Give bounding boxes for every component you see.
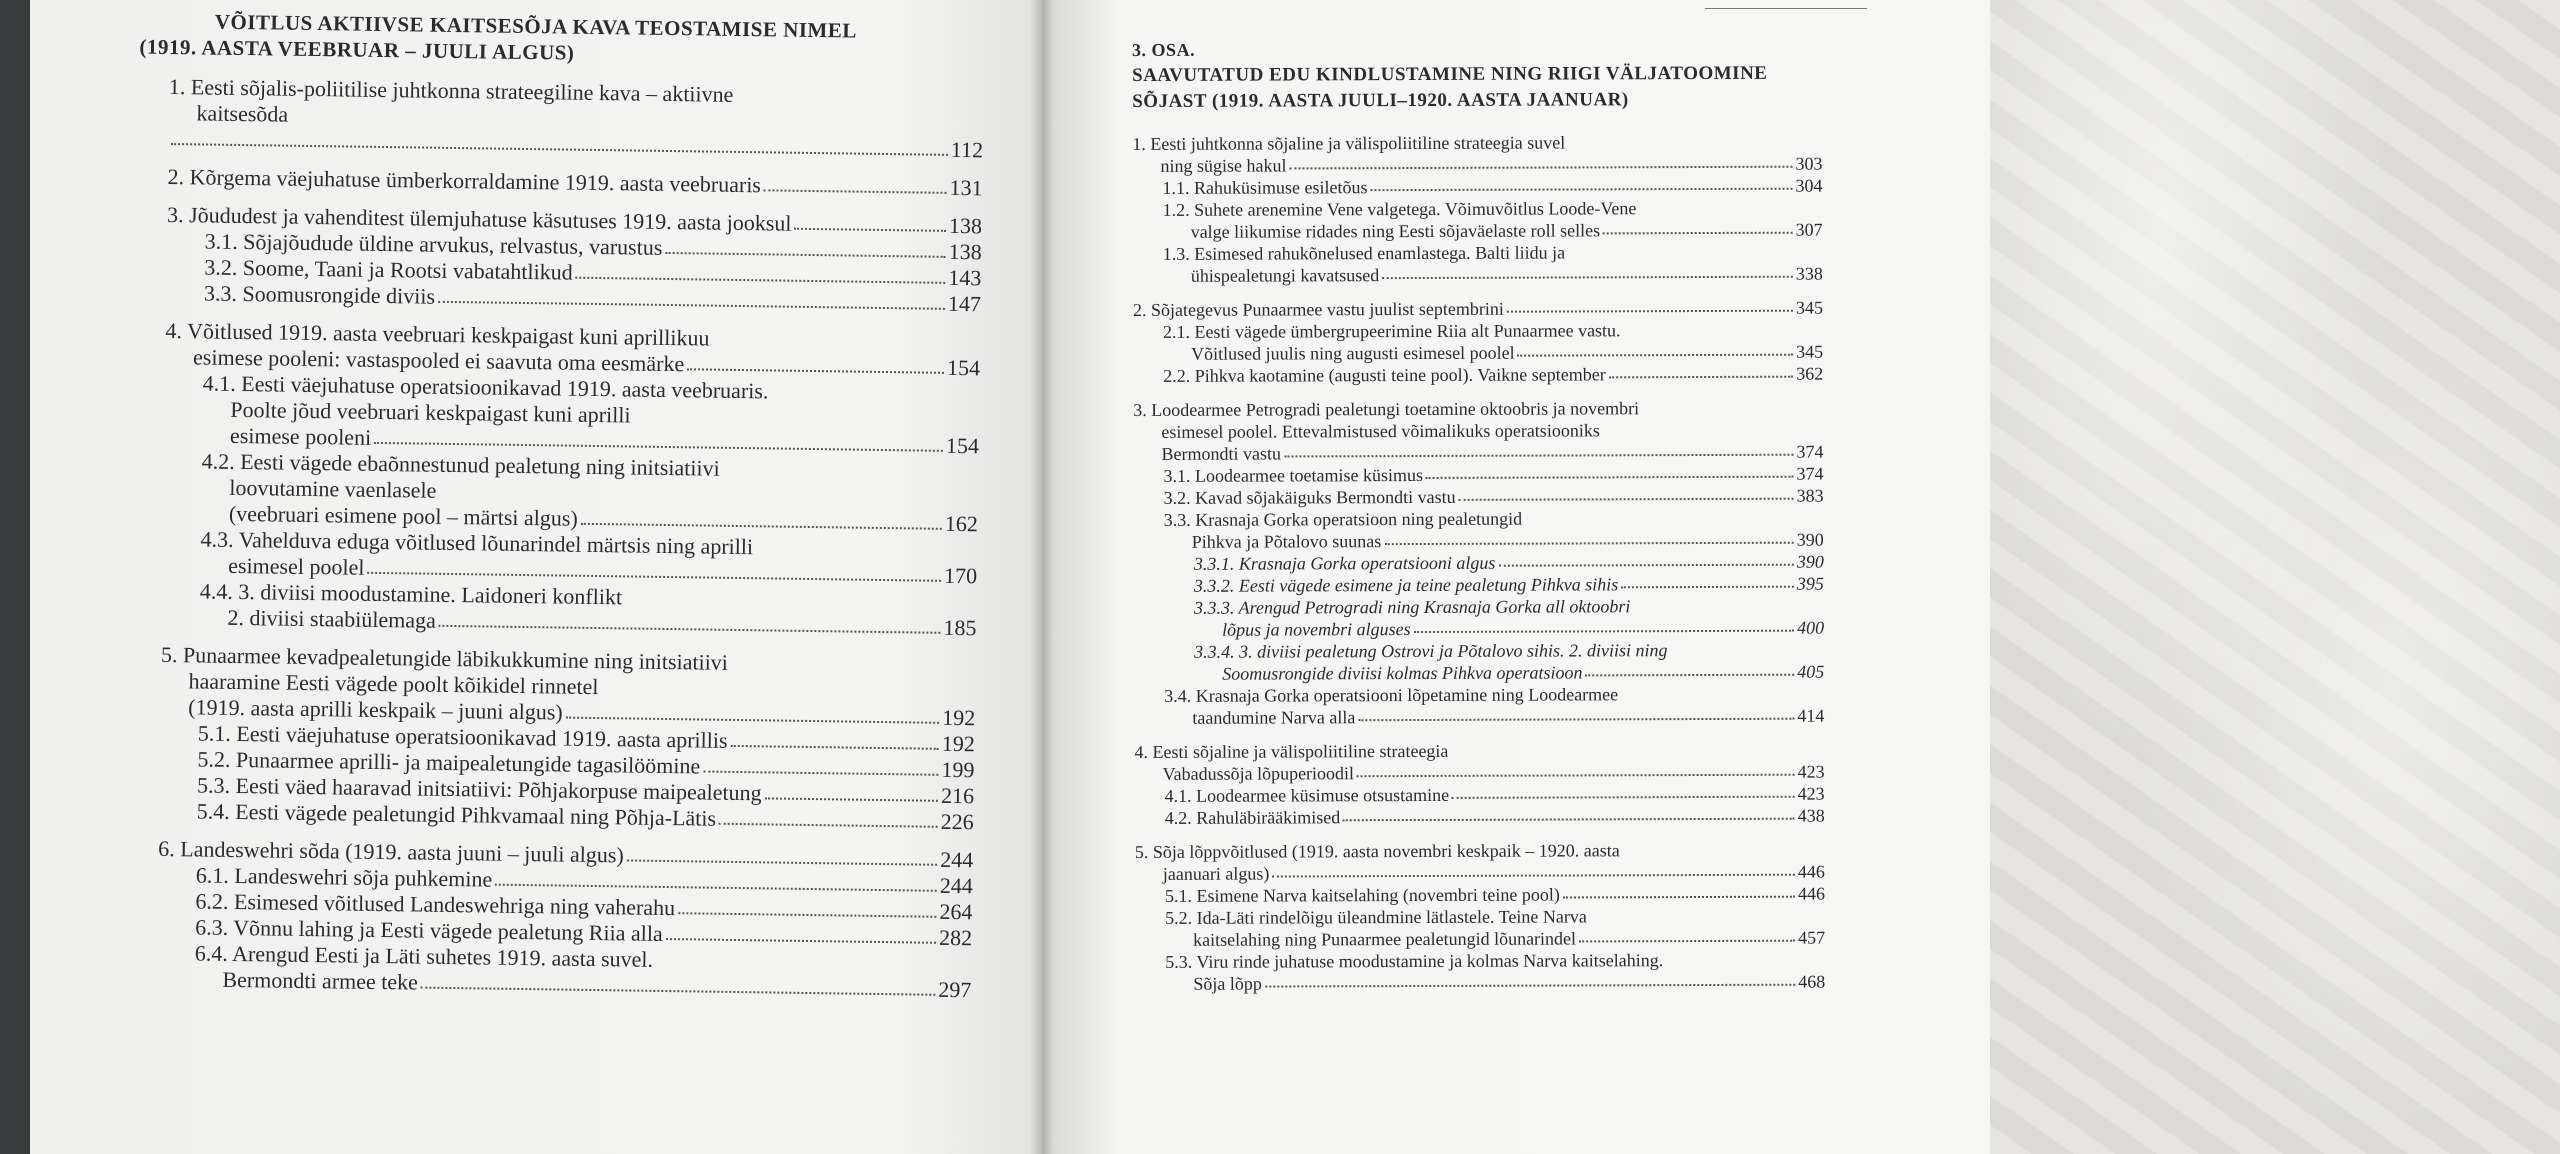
toc-page-number: 216: [940, 782, 975, 809]
toc-entry: [1134, 683, 1824, 729]
toc-entry-title: 3.3.1. Krasnaja Gorka operatsiooni algus: [1193, 552, 1496, 574]
toc-entry-title: valge liikumise ridades ning Eesti sõjaväelaste roll selles: [1190, 220, 1601, 242]
toc-entry-title: 6.2. Esimesed võitlused Landeswehriga ning vaherahu: [195, 888, 676, 921]
toc-entry: [1135, 805, 1825, 829]
toc-page-number: 297: [938, 976, 972, 1003]
toc-entry-title: Sõja lõpp: [1193, 973, 1262, 994]
toc-page-number: 154: [946, 354, 981, 381]
toc-entry-line: 1.3. Esimesed rahukõnelused enamlastega. Balti liidu ja: [1162, 242, 1566, 264]
toc-page-number: 192: [941, 704, 976, 731]
toc-page-number: 423: [1797, 761, 1825, 782]
toc-page-number: 362: [1796, 363, 1824, 384]
toc-page-number: 338: [1795, 263, 1823, 284]
toc-entry-title: 6.3. Võnnu lahing ja Eesti vägede pealetung Riia alla: [194, 914, 663, 946]
toc-page-number: 390: [1796, 529, 1824, 550]
toc-entry: [1133, 197, 1823, 243]
toc-leader-dots: [438, 301, 945, 310]
toc-page-number: 446: [1797, 883, 1826, 904]
fabric-background: [1990, 0, 2560, 1154]
toc-leader-dots: [1498, 564, 1793, 567]
toc-entry: [167, 164, 982, 201]
background-dark-edge: [0, 0, 30, 1154]
toc-entry: [1133, 463, 1823, 487]
toc-entry-title: 1.1. Rahuküsimuse esiletõus: [1162, 177, 1368, 198]
left-toc: [139, 8, 985, 1003]
toc-entry-title: ühispealetungi kavatsused: [1190, 265, 1380, 286]
toc-page-number: 423: [1797, 783, 1825, 804]
toc-entry-title: kaitsesõda: [196, 100, 289, 127]
toc-entry: [1133, 397, 1823, 465]
toc-entry: [1135, 783, 1825, 807]
toc-entry-line: 6.4. Arengud Eesti ja Läti suhetes 1919. aasta suvel.: [194, 940, 654, 972]
toc-entry-title: 2.2. Pihkva kaotamine (augusti teine pool). Vaikne september: [1163, 364, 1606, 386]
toc-page-number: 395: [1796, 573, 1824, 594]
toc-entry: [164, 370, 980, 459]
toc-leader-dots: [581, 523, 942, 530]
toc-leader-dots: [1265, 984, 1795, 988]
toc-entry-line: 5.3. Viru rinde juhatuse moodustamine ja kolmas Narva kaitselahing.: [1165, 950, 1664, 972]
toc-leader-dots: [439, 625, 941, 634]
toc-leader-dots: [666, 938, 936, 944]
toc-entry-line: 4. Võitlused 1919. aasta veebruari keskpaigast kuni aprillikuu: [165, 317, 710, 351]
toc-entry-line: 3.4. Krasnaja Gorka operatsiooni lõpetamine ning Loodearmee: [1164, 684, 1619, 706]
book-gutter: [1030, 0, 1054, 1154]
toc-leader-dots: [1414, 630, 1795, 633]
toc-entry: [1135, 839, 1825, 885]
toc-entry-title: 3. Jõududest ja vahenditest ülemjuhatuse käsutuses 1919. aasta jooksul: [166, 201, 792, 236]
toc-entry: [1135, 949, 1825, 995]
toc-page-number: 374: [1796, 441, 1824, 462]
toc-entry-line: 3.3. Krasnaja Gorka operatsioon ning pealetungid: [1163, 508, 1523, 530]
toc-page-number: 244: [939, 872, 973, 899]
toc-entry: [1134, 639, 1824, 685]
toc-leader-dots: [367, 572, 941, 582]
toc-leader-dots: [1343, 818, 1795, 822]
toc-leader-dots: [687, 368, 944, 374]
toc-leader-dots: [495, 884, 937, 892]
toc-entry-line: 4.3. Vahelduva eduga võitlused lõunarindel märtsis ning aprilli: [200, 526, 754, 560]
toc-entry-title: 6.1. Landeswehri sõja puhkemine: [195, 862, 493, 892]
toc-entry-row: [1134, 485, 1824, 509]
right-toc: [1132, 38, 1825, 995]
toc-entry-title: kaitselahing ning Punaarmee pealetungid lõunarindel: [1193, 928, 1577, 950]
toc-entry-title: 5.4. Eesti vägede pealetungid Pihkvamaal ning Põhja-Lätis: [196, 798, 717, 831]
toc-entry-title: lõpus ja novembri alguses: [1222, 619, 1411, 640]
toc-page-number: 185: [943, 614, 977, 641]
toc-entry-line: haaramine Eesti vägede poolt kõikidel rinnetel: [188, 668, 599, 700]
toc-page-number: 414: [1797, 705, 1825, 726]
toc-page-number: 138: [948, 238, 982, 265]
toc-page-number: 307: [1795, 219, 1823, 240]
toc-entry-title: Võitlused juulis ning augusti esimesel poolel: [1191, 342, 1515, 364]
toc-page-number: 138: [948, 212, 983, 239]
toc-entry-title: Bermondti vastu: [1161, 443, 1281, 464]
toc-entry-title: 2. Kõrgema väejuhatuse ümberkorraldamine 1919. aasta veebruaris: [167, 163, 762, 198]
toc-leader-dots: [627, 859, 937, 865]
toc-leader-dots: [1507, 310, 1793, 313]
toc-entry-title: 5.1. Esimene Narva kaitselahing (novembri teine pool): [1164, 884, 1560, 906]
toc-entry: [1134, 739, 1824, 785]
toc-entry-title: Vabadussõja lõpuperioodil: [1162, 763, 1355, 784]
toc-page-number: 405: [1797, 661, 1825, 682]
toc-entry-row: [1134, 573, 1824, 597]
toc-entry-row: [1132, 175, 1822, 199]
toc-entry: [1135, 883, 1825, 907]
toc-leader-dots: [1384, 542, 1794, 545]
toc-leader-dots: [1382, 276, 1793, 279]
toc-entry: [1134, 573, 1824, 597]
toc-entry-line: 4.4. 3. diviisi moodustamine. Laidoneri konflikt: [199, 578, 623, 610]
toc-leader-dots: [703, 771, 938, 776]
toc-leader-dots: [665, 252, 945, 258]
toc-entry: [160, 642, 976, 731]
toc-leader-dots: [765, 797, 938, 801]
toc-leader-dots: [1609, 376, 1793, 379]
toc-leader-dots: [1621, 586, 1794, 589]
toc-leader-dots: [421, 987, 935, 996]
toc-entry-title: 2. diviisi staabiülemaga: [227, 604, 437, 633]
toc-entry-line: 5. Punaarmee kevadpealetungide läbikukkumine ning initsiatiivi: [160, 641, 729, 675]
toc-entry: [1133, 297, 1823, 321]
toc-entry-line: 5. Sõja lõppvõitlused (1919. aasta novembri keskpaik – 1920. aasta: [1134, 840, 1620, 862]
toc-entry: [1135, 905, 1825, 951]
toc-page-number: 345: [1795, 297, 1823, 318]
toc-entry-line: 5.2. Ida-Läti rindelõigu üleandmine lätlastele. Teine Narva: [1165, 906, 1587, 928]
toc-entry-title: 3.1. Sõjajõudude üldine arvukus, relvastus, varustus: [204, 228, 663, 260]
toc-leader-dots: [764, 189, 947, 194]
toc-page-number: 112: [950, 136, 984, 163]
toc-entry-row: [1132, 153, 1822, 177]
toc-entry-title: ning sügise hakul: [1160, 155, 1287, 176]
toc-entry-line: 1.2. Suhete arenemine Vene valgetega. Võimuvõitlus Loode-Vene: [1162, 198, 1637, 220]
toc-entry-title: Bermondti armee teke: [222, 966, 419, 995]
toc-entry-title: 5.2. Punaarmee aprilli- ja maipealetungide tagasilöömine: [197, 746, 701, 779]
toc-entry: [1133, 363, 1823, 387]
toc-entry-row: [1133, 463, 1823, 487]
toc-entry-row: [1135, 883, 1825, 907]
toc-leader-dots: [1459, 498, 1794, 501]
toc-page-number: 264: [939, 898, 973, 925]
left-heading-line1: VÕITLUS AKTIIVSE KAITSESÕJA KAVA TEOSTAMISE NIMEL: [214, 9, 858, 43]
toc-leader-dots: [1579, 940, 1795, 943]
toc-page-number: 383: [1796, 485, 1824, 506]
toc-entry-title: Pihkva ja Põtalovo suunas: [1191, 531, 1382, 552]
toc-page-number: 345: [1796, 341, 1824, 362]
toc-entry: [1133, 241, 1823, 287]
toc-page-number: 199: [941, 756, 975, 783]
toc-leader-dots: [1357, 774, 1795, 778]
toc-page-number: 303: [1795, 153, 1823, 174]
toc-entry-row: [1134, 529, 1824, 553]
toc-entry: [1132, 131, 1822, 177]
toc-entry-line: 3. Loodearmee Petrogradi pealetungi toetamine oktoobris ja novembri: [1133, 398, 1640, 420]
toc-leader-dots: [719, 823, 938, 828]
toc-entry-row: [1134, 661, 1824, 685]
toc-entry: [1133, 319, 1823, 365]
toc-entry-row: [1135, 971, 1825, 995]
toc-entry-title: 2. Sõjategevus Punaarmee vastu juulist septembrini: [1132, 298, 1504, 320]
toc-entry-line: 3.3.4. 3. diviisi pealetung Ostrovi ja Põtalovo sihis. 2. diviisi ning: [1194, 640, 1668, 662]
toc-entry: [1134, 507, 1824, 553]
toc-page-number: 170: [943, 562, 978, 589]
toc-leader-dots: [576, 277, 946, 284]
toc-page-number: 244: [940, 846, 974, 873]
toc-entry-row: [1134, 705, 1824, 729]
toc-page-number: 143: [948, 264, 982, 291]
toc-entry-line: 1. Eesti juhtkonna sõjaline ja välispoliitiline strateegia suvel: [1132, 132, 1566, 154]
toc-leader-dots: [1272, 874, 1795, 878]
toc-page-number: 438: [1797, 805, 1825, 826]
header-rule: [1705, 8, 1867, 9]
toc-page-number: 282: [938, 924, 973, 951]
toc-entry-title: 3.1. Loodearmee toetamise küsimus: [1163, 464, 1423, 486]
toc-entry-title: 4.1. Loodearmee küsimuse otsustamine: [1164, 784, 1450, 806]
toc-entry-title: jaanuari algus): [1162, 863, 1270, 884]
left-toc-list: [156, 74, 984, 1003]
toc-entry-title: esimese pooleni: vastaspooled ei saavuta oma eesmärke: [192, 344, 685, 377]
toc-entry-line: 3.3.3. Arengud Petrogradi ning Krasnaja Gorka all oktoobri: [1193, 596, 1631, 618]
toc-entry-title: taandumine Narva alla: [1192, 707, 1356, 728]
toc-entry-title: (1919. aasta aprilli keskpaik – juuni algus): [188, 694, 563, 725]
toc-entry-title: esimesel poolel: [228, 552, 365, 580]
toc-entry-row: [1135, 783, 1825, 807]
toc-entry-row: [1134, 551, 1824, 575]
toc-entry-line: Poolte jõud veebruari keskpaigast kuni aprilli: [230, 396, 631, 428]
toc-leader-dots: [171, 143, 948, 156]
toc-leader-dots: [1452, 796, 1795, 799]
toc-entry: [1134, 595, 1824, 641]
toc-page-number: 457: [1798, 927, 1826, 948]
toc-leader-dots: [1289, 166, 1792, 170]
toc-leader-dots: [678, 912, 936, 918]
toc-entry-line: esimesel poolel. Ettevalmistused võimalikuks operatsiooniks: [1161, 420, 1600, 442]
toc-page-number: 468: [1798, 971, 1826, 992]
left-heading-line2: (1919. AASTA VEEBRUAR – JUULI ALGUS): [139, 34, 575, 65]
toc-entry-line: 2.1. Eesti vägede ümbergrupeerimine Riia alt Punaarmee vastu.: [1162, 320, 1621, 342]
toc-entry-line: 1. Eesti sõjalis-poliitilise juhtkonna strateegiline kava – aktiivne: [168, 73, 734, 107]
toc-page-number: 131: [949, 174, 983, 201]
toc-entry-title: Soomusrongide diviisi kolmas Pihkva operatsioon: [1222, 662, 1583, 684]
toc-entry-title: 3.3. Soomusrongide diviis: [203, 280, 436, 309]
toc-entry-row: [1133, 341, 1823, 365]
toc-entry-line: 4.1. Eesti väejuhatuse operatsioonikavad 1919. aasta veebruaris.: [202, 370, 769, 404]
toc-page-number: 390: [1796, 551, 1824, 572]
toc-leader-dots: [1284, 454, 1794, 458]
toc-page-number: 374: [1796, 463, 1824, 484]
toc-leader-dots: [794, 228, 946, 232]
toc-entry-row: [1133, 263, 1823, 287]
toc-entry-row: [1133, 219, 1823, 243]
toc-leader-dots: [1586, 674, 1795, 677]
part-label: 3. OSA.: [1132, 39, 1196, 60]
toc-leader-dots: [1371, 188, 1793, 191]
right-heading-line1: SAAVUTATUD EDU KINDLUSTAMINE NING RIIGI VÄLJATOOMINE: [1132, 62, 1768, 86]
toc-entry-title: 3.2. Kavad sõjakäiguks Bermondti vastu: [1163, 486, 1456, 508]
toc-page-number: 446: [1797, 861, 1825, 882]
toc-entry-title: (veebruari esimene pool – märtsi algus): [228, 500, 578, 531]
toc-leader-dots: [1563, 896, 1795, 899]
toc-entry-title: 5.1. Eesti väejuhatuse operatsioonikavad 1919. aasta aprillis: [197, 720, 728, 753]
toc-entry-title: 6. Landeswehri sõda (1919. aasta juuni – juuli algus): [158, 835, 624, 868]
toc-entry-row: [1133, 363, 1823, 387]
right-toc-list: [1132, 131, 1825, 995]
toc-entry-title: esimese pooleni: [229, 422, 372, 450]
toc-entry-title: 3.3.2. Eesti vägede esimene ja teine pealetung Pihkva sihis: [1193, 574, 1619, 596]
toc-entry-line: 4.2. Eesti vägede ebaõnnestunud pealetung ning initsiatiivi: [201, 448, 720, 481]
toc-leader-dots: [1358, 718, 1794, 722]
toc-leader-dots: [730, 745, 938, 750]
right-heading-line2: SÕJAST (1919. AASTA JUULI–1920. AASTA JAANUAR): [1132, 89, 1629, 112]
toc-page-number: 162: [944, 510, 979, 537]
toc-entry-row: [1133, 441, 1823, 465]
toc-entry-row: [1135, 805, 1825, 829]
toc-entry: [1132, 175, 1822, 199]
toc-entry-title: 3.2. Soome, Taani ja Rootsi vabatahtlikud: [204, 254, 573, 285]
toc-page-number: 154: [945, 432, 980, 459]
toc-entry-line: 4. Eesti sõjaline ja välispoliitiline strateegia: [1134, 740, 1449, 762]
toc-entry-title: 5.3. Eesti väed haaravad initsiatiivi: Põhjakorpuse maipealetung: [196, 772, 762, 806]
toc-leader-dots: [566, 717, 939, 724]
toc-entry: [163, 448, 979, 537]
toc-page-number: 400: [1797, 617, 1825, 638]
toc-entry-line: loovutamine vaenlasele: [229, 474, 437, 503]
toc-entry: [1134, 485, 1824, 509]
toc-leader-dots: [1603, 232, 1793, 235]
toc-page-number: 226: [940, 808, 974, 835]
toc-entry-row: [1134, 617, 1824, 641]
toc-entry-row: [1135, 861, 1825, 885]
toc-entry-row: [1133, 297, 1823, 321]
toc-page-number: 192: [941, 730, 975, 757]
toc-leader-dots: [1426, 476, 1794, 479]
toc-leader-dots: [374, 442, 943, 452]
toc-entry: [1134, 551, 1824, 575]
toc-page-number: 147: [947, 290, 982, 317]
toc-entry-row: [1135, 927, 1825, 951]
toc-entry-title: 4.2. Rahuläbirääkimised: [1164, 807, 1341, 828]
toc-entry-row: [1135, 761, 1825, 785]
toc-leader-dots: [1518, 354, 1794, 357]
toc-page-number: 304: [1795, 175, 1823, 196]
toc-entry-row: [167, 164, 982, 201]
toc-entry: [161, 578, 977, 641]
